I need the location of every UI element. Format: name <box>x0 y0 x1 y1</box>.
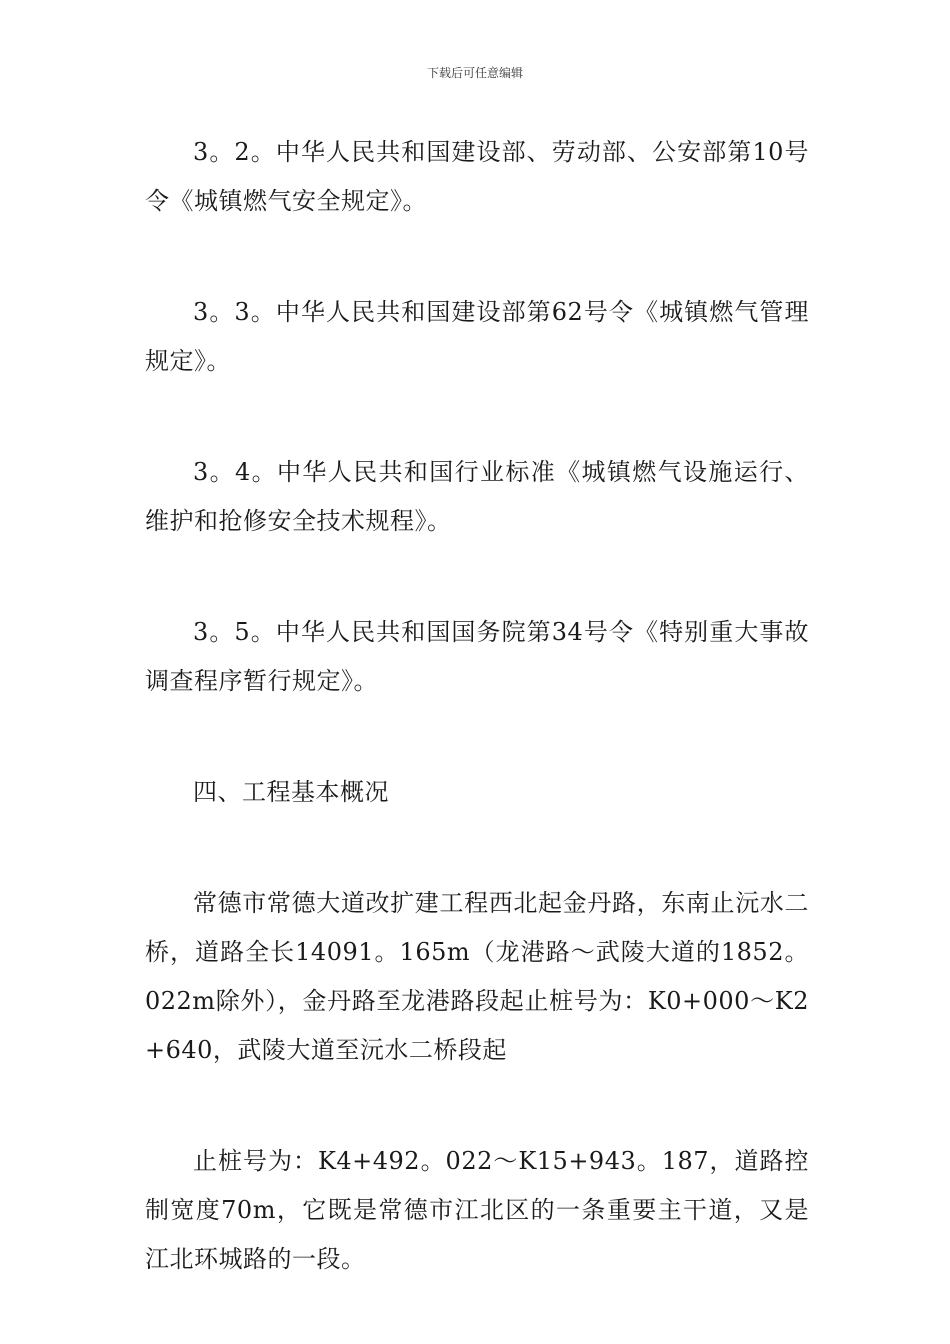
paragraph-3-3: 3。3。中华人民共和国建设部第62号令《城镇燃气管理规定》。 <box>145 298 809 375</box>
paragraph-3-2: 3。2。中华人民共和国建设部、劳动部、公安部第10号令《城镇燃气安全规定》。 <box>145 138 809 215</box>
document-body <box>145 128 809 1284</box>
paragraph-3-4: 3。4。中华人民共和国行业标准《城镇燃气设施运行、维护和抢修安全技术规程》。 <box>145 458 809 535</box>
paragraph-3-5: 3。5。中华人民共和国国务院第34号令《特别重大事故调查程序暂行规定》。 <box>145 618 809 695</box>
section-heading-4: 四、工程基本概况 <box>193 778 389 806</box>
paragraph-project-overview-continued: 止桩号为：K4+492。022～K15+943。187，道路控制宽度70m，它既是常德市江北区的一条重要主干道，又是江北环城路的一段。 <box>145 1147 809 1273</box>
page-header-note: 下载后可任意编辑 <box>426 66 523 80</box>
paragraph-project-overview: 常德市常德大道改扩建工程西北起金丹路，东南止沅水二桥，道路全长14091。165m（龙港路～武陵大道的1852。022m除外），金丹路至龙港路段起止桩号为：K0+000～K2+640，武陵大道至沅水二桥段起 <box>145 889 809 1064</box>
